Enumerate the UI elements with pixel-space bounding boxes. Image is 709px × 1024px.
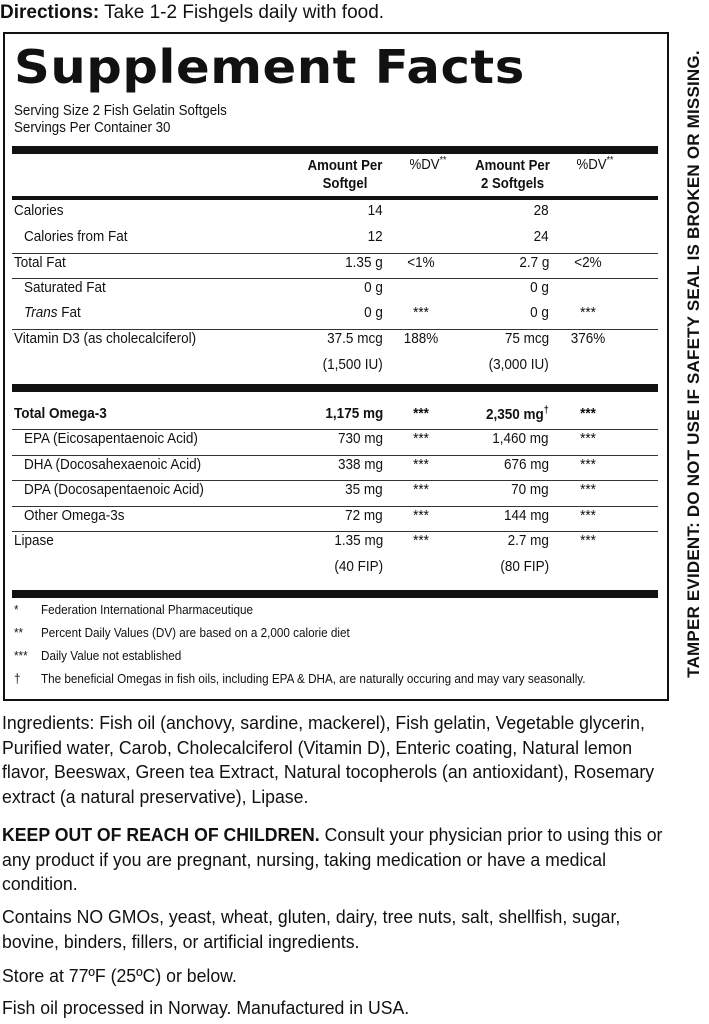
nutrient-name: Calories — [14, 202, 64, 219]
dv-per-2-softgels: *** — [580, 532, 596, 549]
row-divider — [12, 253, 658, 254]
table-row — [0, 481, 668, 503]
amount-per-softgel: 14 — [367, 202, 383, 219]
dv-per-softgel: <1% — [407, 254, 435, 271]
table-row-continued — [0, 356, 668, 378]
row-divider — [12, 278, 658, 279]
origin: Fish oil processed in Norway. Manufactured in USA. — [2, 997, 410, 1018]
amount-per-2-softgels: 0 g — [530, 304, 549, 321]
row-divider — [12, 329, 658, 330]
row-divider — [12, 480, 658, 481]
amount-per-softgel: 12 — [367, 228, 383, 245]
nutrient-name: DHA (Docosahexaenoic Acid) — [24, 456, 202, 473]
amount-per-softgel-alt: (1,500 IU) — [322, 356, 383, 373]
amount-per-softgel: 1.35 mg — [334, 532, 383, 549]
dv-per-softgel: *** — [413, 481, 429, 498]
row-divider — [12, 455, 658, 456]
amount-per-2-softgels: 0 g — [530, 279, 549, 296]
amount-per-softgel: 730 mg — [337, 430, 383, 447]
amount-per-2-softgels-alt: (80 FIP) — [500, 558, 549, 575]
nutrient-name: Trans Fat — [24, 304, 81, 321]
divider-medium — [12, 196, 658, 200]
amount-per-2-softgels: 24 — [533, 228, 549, 245]
header-dv-1: %DV** — [409, 155, 447, 173]
amount-per-2-softgels: 2.7 g — [518, 254, 549, 271]
servings-per-container: Servings Per Container 30 — [14, 120, 171, 136]
amount-per-softgel: 35 mg — [345, 481, 383, 498]
dv-per-2-softgels: 376% — [570, 330, 606, 347]
table-row — [0, 456, 668, 478]
row-divider — [12, 506, 658, 507]
header-dv-2: %DV** — [576, 155, 614, 173]
amount-per-softgel-alt: (40 FIP) — [334, 558, 383, 575]
dv-per-2-softgels: *** — [580, 481, 596, 498]
table-row — [0, 304, 668, 326]
nutrient-name: EPA (Eicosapentaenoic Acid) — [24, 430, 198, 447]
nutrient-name: DPA (Docosapentaenoic Acid) — [24, 481, 204, 498]
row-divider — [12, 531, 658, 532]
tamper-warning: TAMPER EVIDENT: DO NOT USE IF SAFETY SEAL IS BROKEN OR MISSING. — [684, 50, 703, 678]
table-row — [0, 405, 668, 427]
table-row — [0, 254, 668, 276]
amount-per-2-softgels: 2,350 mg† — [486, 405, 549, 423]
table-row — [0, 202, 668, 224]
footnote: *** Daily Value not established — [14, 648, 182, 663]
dv-per-softgel: *** — [413, 507, 429, 524]
amount-per-2-softgels: 1,460 mg — [492, 430, 549, 447]
table-row — [0, 532, 668, 554]
serving-size: Serving Size 2 Fish Gelatin Softgels — [14, 103, 227, 119]
dv-per-softgel: *** — [413, 430, 429, 447]
dv-per-softgel: *** — [413, 304, 429, 321]
dv-per-2-softgels: <2% — [574, 254, 602, 271]
dv-per-2-softgels: *** — [580, 304, 596, 321]
nutrient-name: Total Fat — [14, 254, 66, 271]
footnote: ** Percent Daily Values (DV) are based on a 2,000 calorie diet — [14, 625, 350, 640]
amount-per-softgel: 0 g — [364, 279, 383, 296]
dv-per-2-softgels: *** — [580, 507, 596, 524]
storage: Store at 77ºF (25ºC) or below. — [2, 965, 237, 986]
amount-per-softgel: 72 mg — [345, 507, 383, 524]
dv-per-2-softgels: *** — [580, 456, 596, 473]
allergen-statement: Contains NO GMOs, yeast, wheat, gluten, dairy, tree nuts, salt, shellfish, sugar, bovine, binders, fillers, or artificial ingredients. — [2, 906, 621, 952]
nutrient-name: Lipase — [14, 532, 54, 549]
panel-title: Supplement Facts — [14, 40, 525, 94]
nutrient-name: Total Omega-3 — [14, 405, 107, 422]
amount-per-softgel: 338 mg — [337, 456, 383, 473]
table-row — [0, 330, 668, 352]
warning: KEEP OUT OF REACH OF CHILDREN. Consult your physician prior to using this or any product if you are pregnant, nursing, taking medication or have a medical condition. — [2, 824, 663, 894]
dv-per-2-softgels: *** — [580, 405, 596, 422]
amount-per-softgel: 1,175 mg — [325, 405, 383, 422]
directions-label: Directions: — [0, 2, 100, 23]
table-row — [0, 279, 668, 301]
amount-per-2-softgels: 70 mg — [511, 481, 549, 498]
nutrient-name: Vitamin D3 (as cholecalciferol) — [14, 330, 197, 347]
amount-per-2-softgels-alt: (3,000 IU) — [488, 356, 549, 373]
amount-per-2-softgels: 676 mg — [503, 456, 549, 473]
table-row — [0, 228, 668, 250]
amount-per-softgel: 0 g — [364, 304, 383, 321]
amount-per-2-softgels: 144 mg — [503, 507, 549, 524]
amount-per-2-softgels: 28 — [533, 202, 549, 219]
amount-per-softgel: 37.5 mcg — [327, 330, 383, 347]
nutrient-name: Calories from Fat — [24, 228, 128, 245]
directions — [0, 2, 384, 24]
divider-thick — [12, 384, 658, 392]
table-row — [0, 507, 668, 529]
nutrient-name: Saturated Fat — [24, 279, 106, 296]
table-row-continued — [0, 558, 668, 580]
dv-per-softgel: 188% — [403, 330, 439, 347]
footnote: † The beneficial Omegas in fish oils, including EPA & DHA, are naturally occuring and may vary seasonally. — [14, 671, 586, 686]
divider-thick — [12, 146, 658, 154]
divider-thick — [12, 590, 658, 598]
dv-per-softgel: *** — [413, 456, 429, 473]
ingredients: Ingredients: Fish oil (anchovy, sardine, mackerel), Fish gelatin, Vegetable glycerin, Purified water, Carob, Cholecalciferol (Vitamin D), Enteric coating, Natural lemon flavor, Beeswax, Green tea Extract, Natural tocopherols (an antioxidant), Rosemary extract (a natural preservative), Lipase. — [2, 712, 655, 807]
header-amount-per-2-softgels: Amount Per 2 Softgels — [475, 157, 550, 192]
footnote: * Federation International Pharmaceutique — [14, 602, 254, 617]
dv-per-2-softgels: *** — [580, 430, 596, 447]
dv-per-softgel: *** — [413, 405, 429, 422]
amount-per-softgel: 1.35 g — [345, 254, 383, 271]
table-row — [0, 430, 668, 452]
nutrient-name: Other Omega-3s — [24, 507, 125, 524]
dv-per-softgel: *** — [413, 532, 429, 549]
directions-text: Take 1-2 Fishgels daily with food. — [99, 2, 385, 23]
header-amount-per-softgel: Amount Per Softgel — [307, 157, 383, 192]
amount-per-2-softgels: 2.7 mg — [507, 532, 549, 549]
row-divider — [12, 429, 658, 430]
amount-per-2-softgels: 75 mcg — [504, 330, 549, 347]
